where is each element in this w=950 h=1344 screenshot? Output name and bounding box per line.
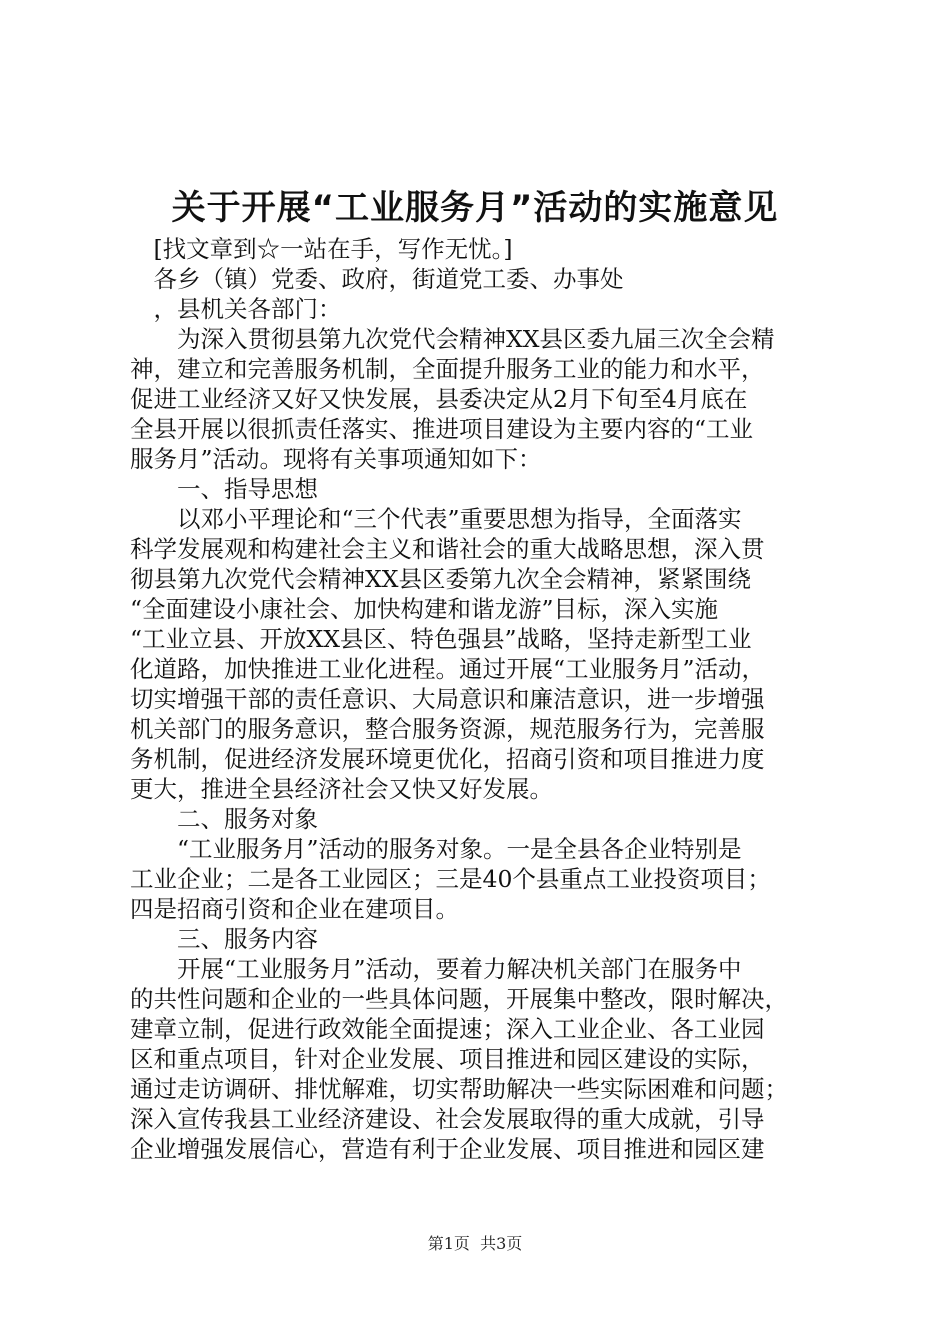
body-line: 各乡（镇）党委、政府，街道党工委、办事处: [130, 265, 624, 293]
body-line: 一、指导思想: [130, 475, 318, 503]
body-line: 通过走访调研、排忧解难，切实帮助解决一些实际困难和问题；: [130, 1075, 788, 1103]
body-line: 彻县第九次党代会精神XX县区委第九次全会精神，紧紧围绕: [130, 565, 751, 593]
body-line: ，县机关各部门：: [130, 295, 342, 323]
body-line: “工业立县、开放XX县区、特色强县”战略，坚持走新型工业: [130, 625, 752, 653]
body-line: 以邓小平理论和“三个代表”重要思想为指导，全面落实: [130, 505, 742, 533]
body-line: 二、服务对象: [130, 805, 318, 833]
body-line: 四是招商引资和企业在建项目。: [130, 895, 459, 923]
document-body: [130, 234, 830, 1164]
body-line: 为深入贯彻县第九次党代会精神XX县区委九届三次全会精: [130, 325, 775, 353]
body-line: “全面建设小康社会、加快构建和谐龙游”目标，深入实施: [130, 595, 719, 623]
body-line: 工业企业；二是各工业园区；三是40个县重点工业投资项目；: [130, 865, 771, 893]
body-line: 神，建立和完善服务机制，全面提升服务工业的能力和水平，: [130, 355, 765, 383]
body-line: 建章立制，促进行政效能全面提速；深入工业企业、各工业园: [130, 1015, 765, 1043]
body-line: 化道路，加快推进工业化进程。通过开展“工业服务月”活动，: [130, 655, 766, 683]
body-line: 机关部门的服务意识，整合服务资源，规范服务行为，完善服: [130, 715, 765, 743]
body-line: “工业服务月”活动的服务对象。一是全县各企业特别是: [130, 835, 742, 863]
body-line: 科学发展观和构建社会主义和谐社会的重大战略思想，深入贯: [130, 535, 765, 563]
body-line: 企业增强发展信心，营造有利于企业发展、项目推进和园区建: [130, 1135, 765, 1163]
body-line: 更大，推进全县经济社会又快又好发展。: [130, 775, 553, 803]
body-line: 三、服务内容: [130, 925, 318, 953]
body-line: 的共性问题和企业的一些具体问题，开展集中整改，限时解决，: [130, 985, 788, 1013]
page-footer: [0, 1233, 950, 1255]
page-total: 共3页: [480, 1234, 523, 1253]
body-line: 全县开展以很抓责任落实、推进项目建设为主要内容的“工业: [130, 415, 754, 443]
page-number: 第1页: [427, 1234, 470, 1253]
body-line: 深入宣传我县工业经济建设、社会发展取得的重大成就，引导: [130, 1105, 765, 1133]
document-title: 关于开展“工业服务月”活动的实施意见: [171, 188, 779, 228]
body-line: 切实增强干部的责任意识、大局意识和廉洁意识，进一步增强: [130, 685, 765, 713]
body-line: [找文章到☆一站在手，写作无忧。]: [130, 235, 513, 263]
body-line: 区和重点项目，针对企业发展、项目推进和园区建设的实际，: [130, 1045, 765, 1073]
body-line: 促进工业经济又好又快发展，县委决定从2月下旬至4月底在: [130, 385, 748, 413]
body-line: 务机制，促进经济发展环境更优化，招商引资和项目推进力度: [130, 745, 765, 773]
body-line: 服务月”活动。现将有关事项通知如下：: [130, 445, 542, 473]
body-line: 开展“工业服务月”活动，要着力解决机关部门在服务中: [130, 955, 742, 983]
